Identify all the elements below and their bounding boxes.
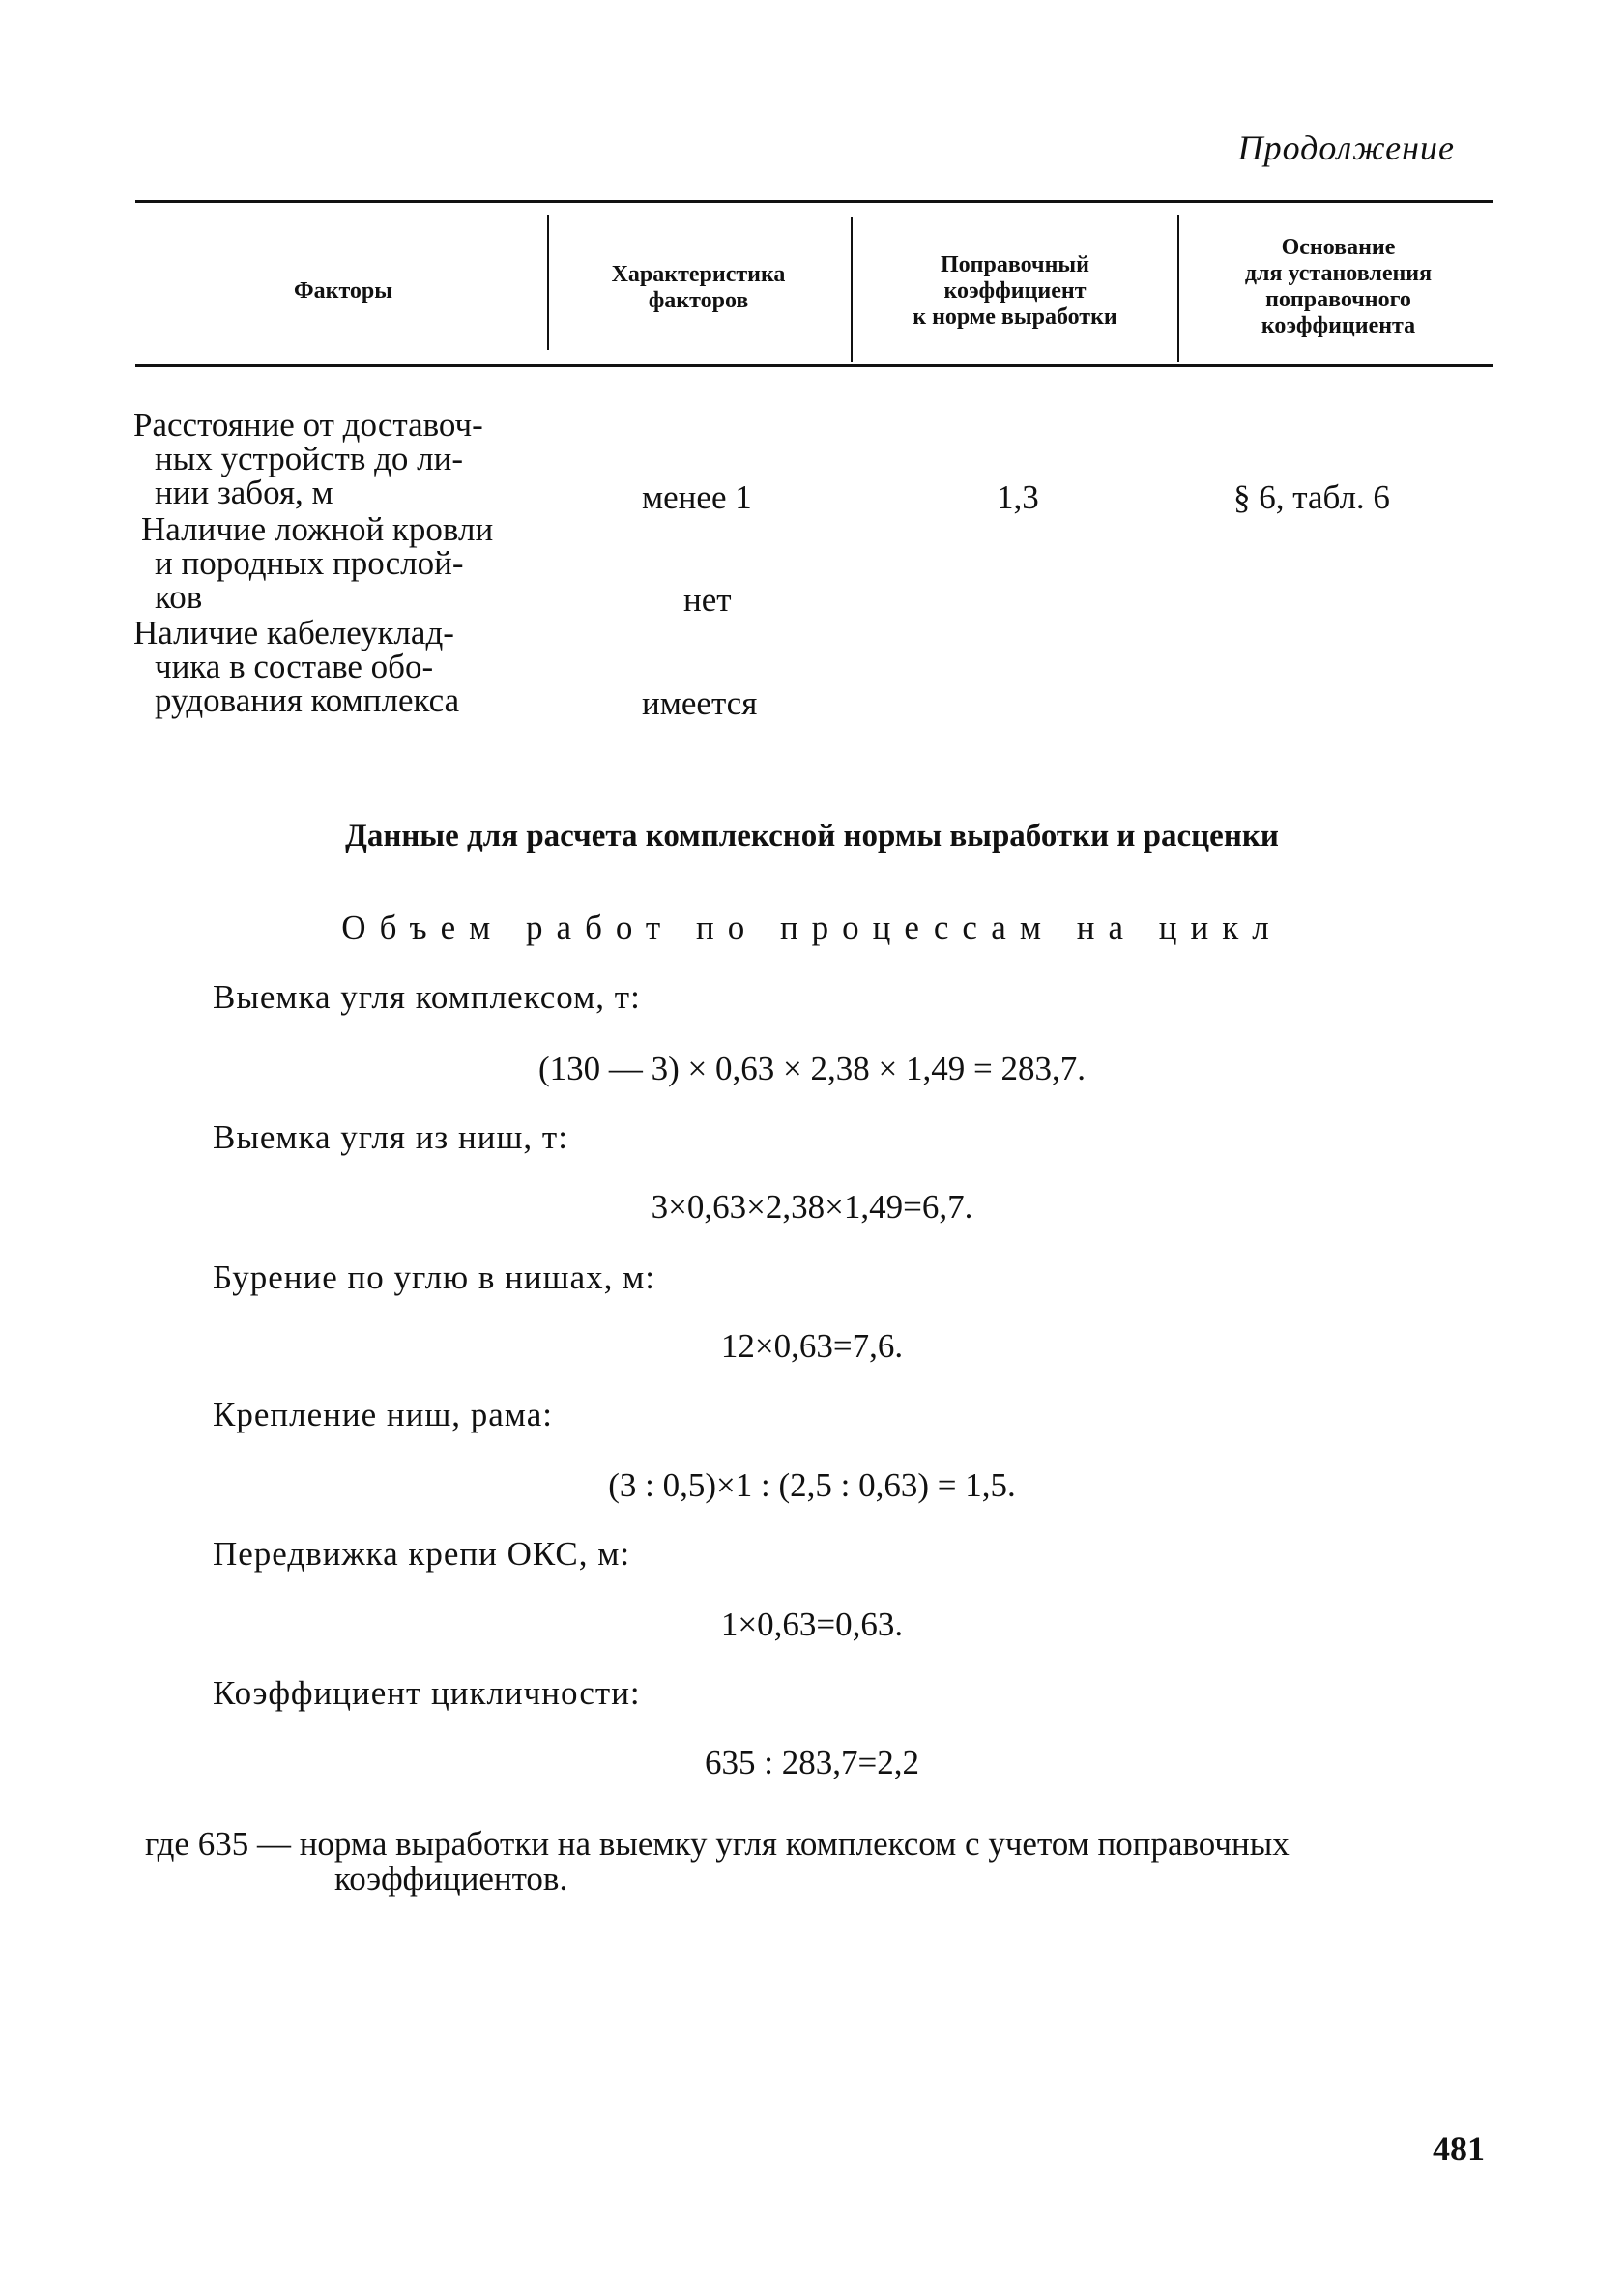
column-header-coefficient <box>856 252 1174 331</box>
section-subheading: Объем работ по процессам на цикл <box>341 909 1283 946</box>
factor-line: Наличие кабелеуклад- <box>133 614 454 651</box>
table-row-basis: § 6, табл. 6 <box>1233 478 1390 516</box>
continuation-label: Продолжение <box>1237 129 1455 167</box>
factor-line: чика в составе обо- <box>155 648 434 685</box>
column-header-line: Характеристика <box>611 262 786 287</box>
factor-line: и породных прослой- <box>155 544 464 582</box>
table-row-factor <box>133 408 483 509</box>
table-row-characteristic: имеется <box>642 684 758 722</box>
item-formula: 635 : 283,7=2,2 <box>705 1744 919 1781</box>
item-formula: (130 — 3) × 0,63 × 2,38 × 1,49 = 283,7. <box>537 1050 1086 1087</box>
item-label: Выемка угля из ниш, т: <box>213 1118 568 1156</box>
factor-line: Расстояние от доставоч- <box>133 406 483 444</box>
item-label: Бурение по углю в нишах, м: <box>213 1258 656 1296</box>
column-header-basis <box>1181 235 1495 339</box>
column-divider-3 <box>1177 215 1179 362</box>
column-header-line: Факторы <box>294 278 392 304</box>
item-label: Коэффициент цикличности: <box>213 1674 641 1712</box>
item-label: Выемка угля комплексом, т: <box>213 978 641 1016</box>
column-header-line: факторов <box>648 288 749 313</box>
factor-line: Наличие ложной кровли <box>141 510 494 548</box>
section-heading: Данные для расчета комплексной нормы выработки и расценки <box>345 819 1279 853</box>
factor-line: ков <box>155 578 203 616</box>
item-formula: 12×0,63=7,6. <box>720 1327 904 1365</box>
column-header-line: коэффициент <box>943 278 1087 304</box>
item-formula: (3 : 0,5)×1 : (2,5 : 0,63) = 1,5. <box>608 1466 1016 1504</box>
table-header-bottom-rule <box>135 364 1494 367</box>
column-header-characteristic <box>551 262 846 314</box>
table-top-rule <box>135 200 1494 203</box>
where-note-line: где 635 — норма выработки на выемку угля комплексом с учетом поправочных <box>145 1825 1290 1863</box>
factor-line: нии забоя, м <box>155 474 334 511</box>
table-row-characteristic: менее 1 <box>642 478 752 516</box>
item-formula: 3×0,63×2,38×1,49=6,7. <box>651 1188 973 1226</box>
column-header-line: Основание <box>1281 235 1396 260</box>
factor-line: ных устройств до ли- <box>155 440 463 477</box>
table-row-factor <box>141 512 493 614</box>
column-header-line: для установления <box>1244 261 1433 286</box>
column-header-factors <box>145 278 541 304</box>
table-row-factor <box>133 616 459 717</box>
column-header-line: коэффициента <box>1261 313 1416 338</box>
where-note <box>145 1827 1489 1896</box>
where-note-line: коэффициентов. <box>334 1860 568 1897</box>
column-header-line: к норме выработки <box>913 304 1117 330</box>
table-row-coefficient: 1,3 <box>997 478 1039 516</box>
column-divider-2 <box>851 217 853 362</box>
item-formula: 1×0,63=0,63. <box>720 1605 904 1643</box>
item-label: Передвижка крепи ОКС, м: <box>213 1535 631 1573</box>
page-number: 481 <box>1433 2129 1485 2168</box>
column-header-line: Поправочный <box>941 252 1089 277</box>
item-label: Крепление ниш, рама: <box>213 1396 553 1433</box>
column-divider-1 <box>547 215 549 350</box>
column-header-line: поправочного <box>1265 287 1411 312</box>
factor-line: рудования комплекса <box>155 681 460 719</box>
table-row-characteristic: нет <box>683 581 732 619</box>
